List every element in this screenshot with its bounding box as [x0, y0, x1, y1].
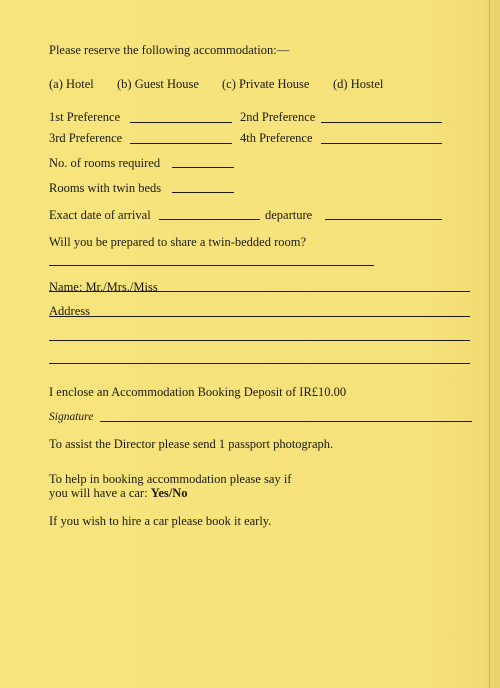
rooms-label: No. of rooms required [49, 156, 161, 170]
pref1-field[interactable] [130, 122, 232, 123]
pref3-field[interactable] [130, 143, 232, 144]
departure-label: departure [265, 208, 313, 222]
car-question-prefix: you will have a car: [49, 486, 148, 500]
intro-text: Please reserve the following accommodation:— [49, 43, 290, 57]
type-private-house: (c) Private House [222, 77, 310, 91]
car-question-line2 [49, 486, 188, 501]
address-label: Address [49, 304, 90, 318]
page-fold [489, 0, 490, 688]
twin-label: Rooms with twin beds [49, 181, 162, 195]
signature-field[interactable] [100, 421, 472, 422]
departure-field[interactable] [325, 219, 442, 220]
type-hotel: (a) Hotel [49, 77, 94, 91]
type-guest-house: (b) Guest House [117, 77, 199, 91]
address-field-2[interactable] [49, 340, 470, 341]
car-yes-no[interactable]: Yes/No [150, 486, 188, 500]
pref2-field[interactable] [321, 122, 442, 123]
type-hostel: (d) Hostel [333, 77, 384, 91]
name-label: Name: Mr./Mrs./Miss [49, 280, 158, 294]
pref1-label: 1st Preference [49, 110, 121, 124]
rooms-field[interactable] [172, 167, 234, 168]
pref3-label: 3rd Preference [49, 131, 123, 145]
address-field-3[interactable] [49, 363, 470, 364]
name-field[interactable] [49, 291, 470, 292]
pref4-field[interactable] [321, 143, 442, 144]
signature-label: Signature [49, 411, 94, 423]
pref4-label: 4th Preference [240, 131, 313, 145]
pref2-label: 2nd Preference [240, 110, 316, 124]
twin-field[interactable] [172, 192, 234, 193]
car-question-line1: To help in booking accommodation please say if [49, 472, 292, 486]
arrival-label: Exact date of arrival [49, 208, 151, 222]
hire-text: If you wish to hire a car please book it early. [49, 514, 272, 528]
share-answer-field[interactable] [49, 265, 374, 266]
photo-text: To assist the Director please send 1 passport photograph. [49, 437, 334, 451]
address-field-1[interactable] [49, 316, 470, 317]
arrival-field[interactable] [159, 219, 260, 220]
deposit-text: I enclose an Accommodation Booking Deposit of IR£10.00 [49, 385, 347, 399]
share-question: Will you be prepared to share a twin-bedded room? [49, 235, 307, 249]
